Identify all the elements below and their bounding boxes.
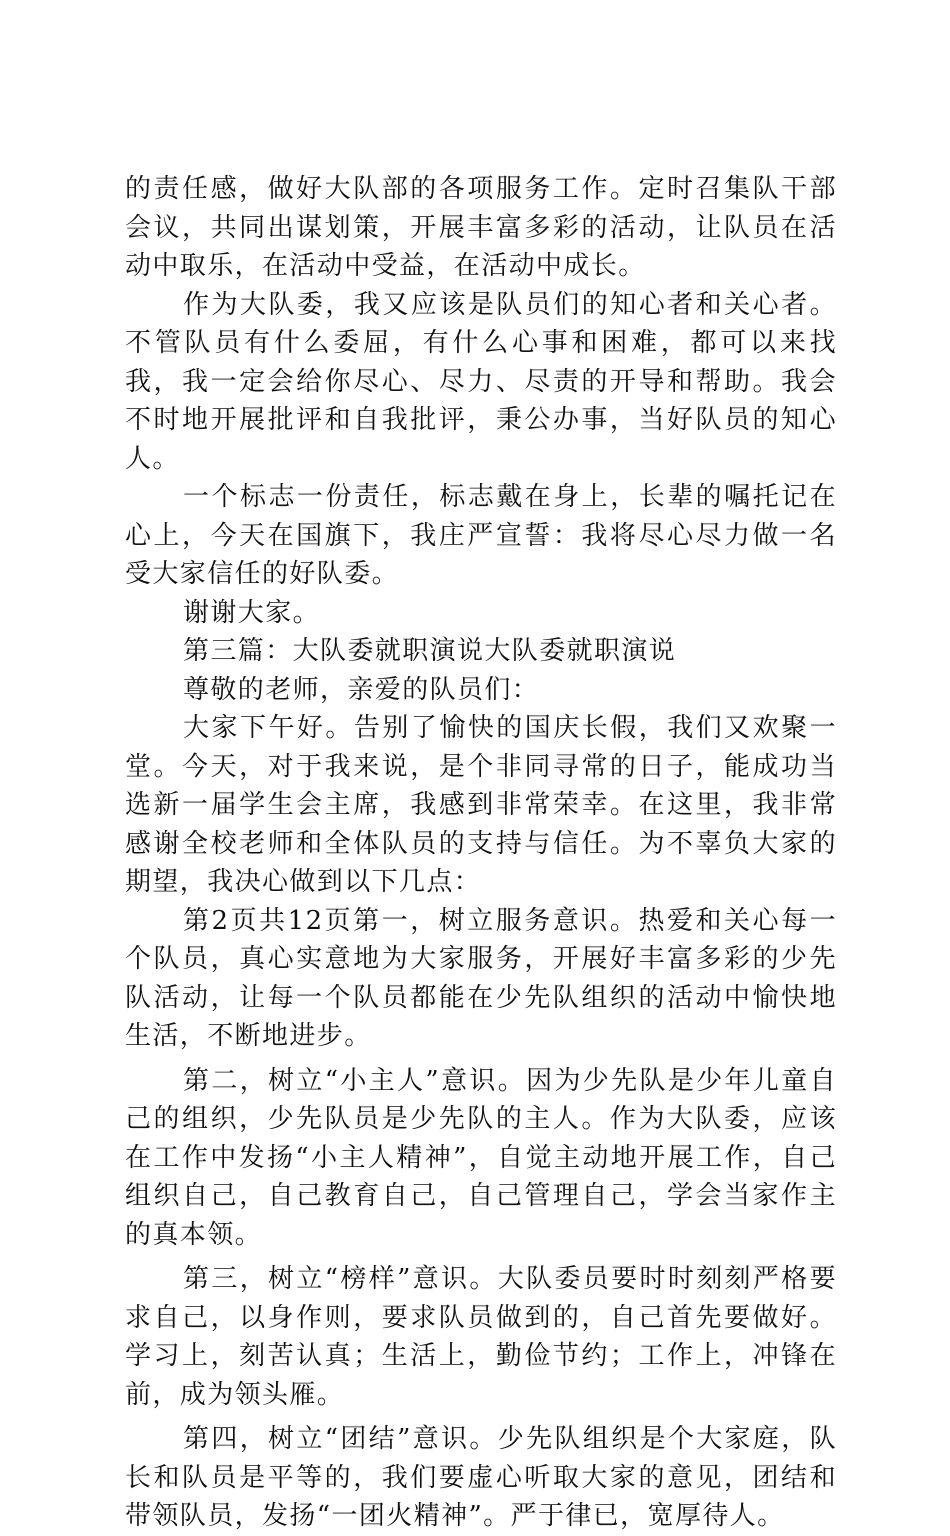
paragraph-4: 谢谢大家。	[183, 597, 321, 628]
paragraph-2: 作为大队委，我又应该是队员们的知心者和关心者。不管队员有什么委屈，有什么心事和困难，都可以来找我，我一定会给你尽心、尽力、尽责的开导和帮助。我会不时地开展批评和自我批评，秉公办事，当好队员的知心人。	[125, 289, 837, 474]
document-body	[125, 170, 837, 1536]
paragraph-9: 第二，树立“小主人”意识。因为少先队是少年儿童自己的组织，少先队员是少先队的主人。作为大队委，应该在工作中发扬“小主人精神”，自觉主动地开展工作，自己组织自己，自己教育自己，自己管理自己，学会当家作主的真本领。	[125, 1065, 837, 1250]
section-heading: 第三篇：大队委就职演说大队委就职演说	[183, 636, 677, 666]
paragraph-10: 第三，树立“榜样”意识。大队委员要时时刻刻严格要求自己，以身作则，要求队员做到的，自己首先要做好。学习上，刻苦认真；生活上，勤俭节约；工作上，冲锋在前，成为领头雁。	[125, 1264, 837, 1410]
paragraph-3: 一个标志一份责任，标志戴在身上，长辈的嘱托记在心上，今天在国旗下，我庄严宣誓：我将尽心尽力做一名受大家信任的好队委。	[125, 482, 837, 589]
salutation: 尊敬的老师，亲爱的队员们：	[183, 674, 540, 705]
paragraph-1: 的责任感，做好大队部的各项服务工作。定时召集队干部会议，共同出谋划策，开展丰富多彩的活动，让队员在活动中取乐，在活动中受益，在活动中成长。	[125, 174, 837, 281]
paragraph-11: 第四，树立“团结”意识。少先队组织是个大家庭，队长和队员是平等的，我们要虚心听取大家的意见，团结和带领队员，发扬“一团火精神”。严于律已，宽厚待人。	[125, 1424, 837, 1531]
paragraph-8: 第2页共12页第一，树立服务意识。热爱和关心每一个队员，真心实意地为大家服务，开展好丰富多彩的少先队活动，让每一个队员都能在少先队组织的活动中愉快地生活，不断地进步。	[125, 905, 837, 1051]
paragraph-7: 大家下午好。告别了愉快的国庆长假，我们又欢聚一堂。今天，对于我来说，是个非同寻常的日子，能成功当选新一届学生会主席，我感到非常荣幸。在这里，我非常感谢全校老师和全体队员的支持与信任。为不辜负大家的期望，我决心做到以下几点：	[125, 713, 837, 897]
